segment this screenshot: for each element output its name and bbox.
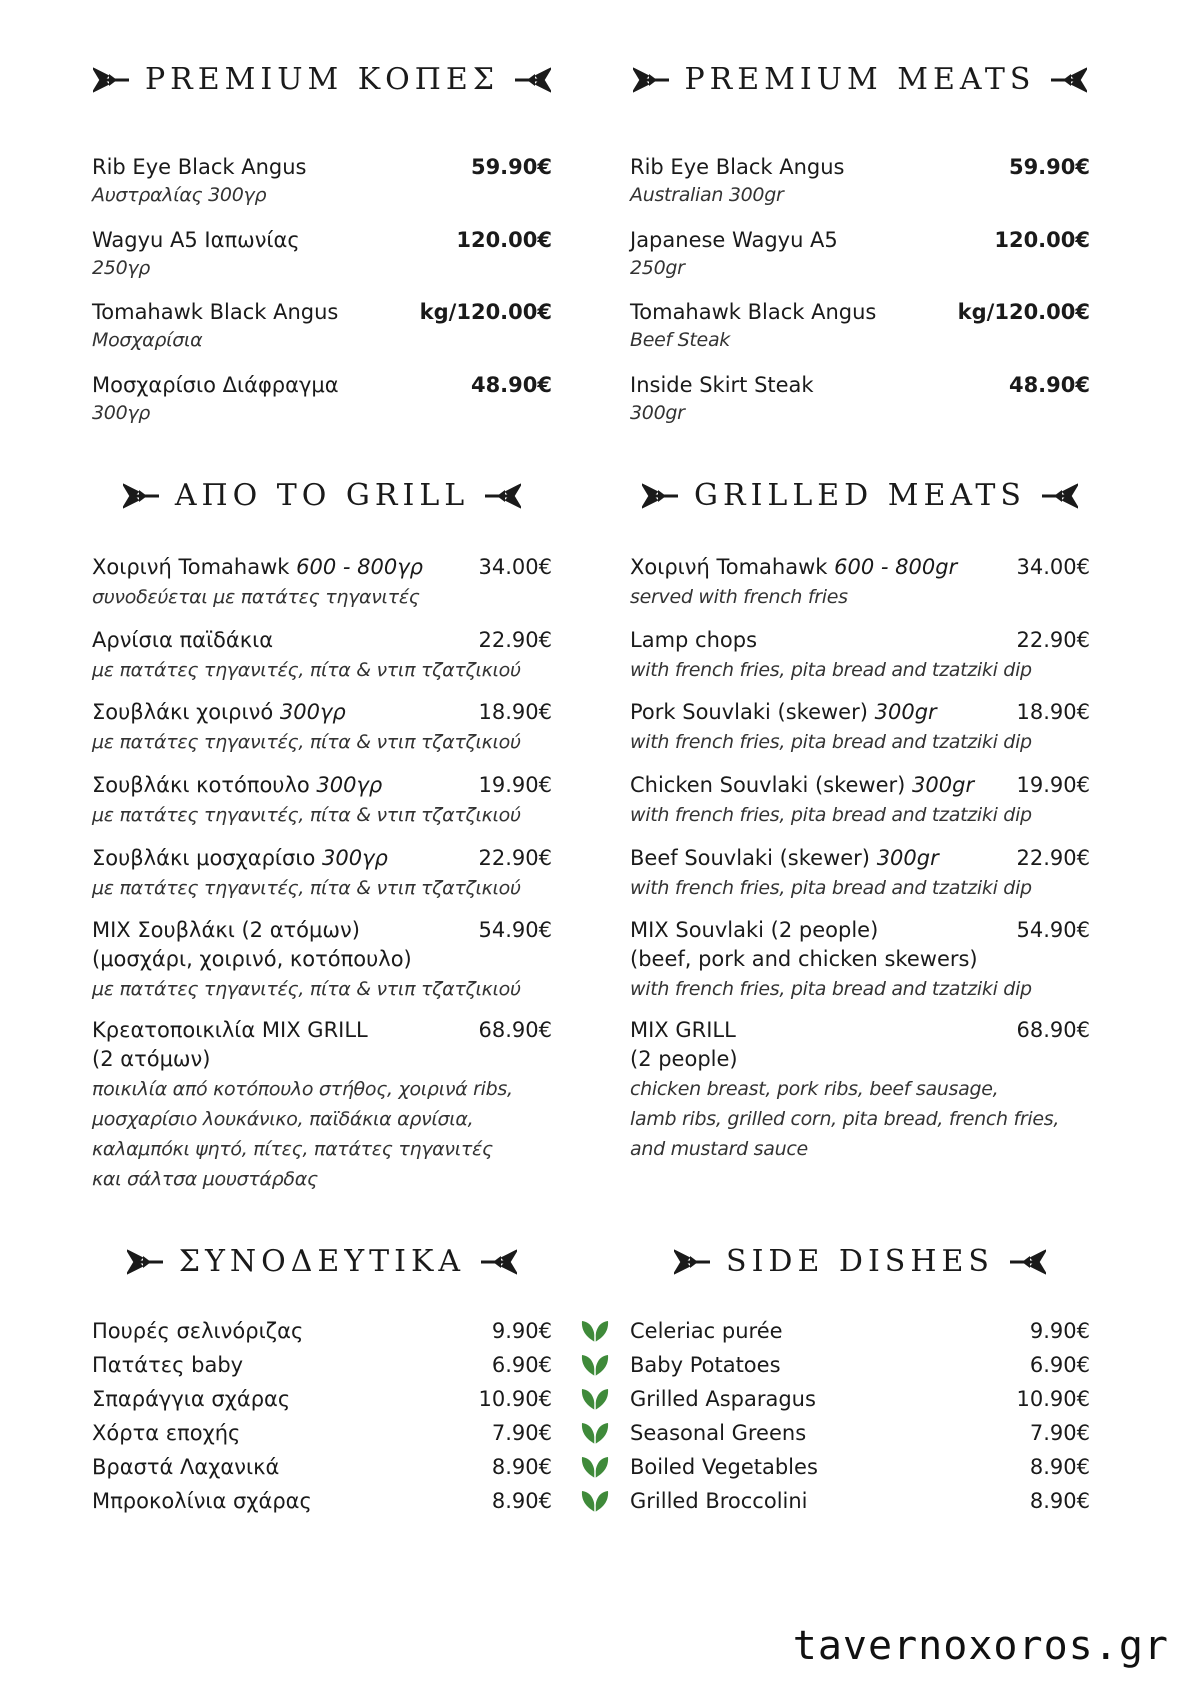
- item-name: MIX Souvlaki (2 people): [630, 918, 879, 942]
- item-name: Αρνίσια παϊδάκια: [92, 628, 274, 652]
- side-price: 10.90€: [1016, 1387, 1090, 1411]
- item-desc: lamb ribs, grilled corn, pita bread, french fries,: [630, 1108, 1060, 1130]
- side-name: Boiled Vegetables: [630, 1455, 818, 1479]
- watermark: tavernoxoros.gr: [792, 1623, 1169, 1669]
- item-name: Tomahawk Black Angus: [630, 300, 877, 324]
- item-desc: served with french fries: [630, 586, 848, 608]
- ornament-left-icon: [123, 482, 161, 510]
- side-name: Πουρές σελινόριζας: [92, 1319, 304, 1343]
- side-item: [92, 1348, 552, 1382]
- menu-item: [630, 371, 1090, 426]
- item-weight: 300γρ: [321, 846, 388, 870]
- side-price: 8.90€: [491, 1489, 552, 1513]
- menu-item: [630, 626, 1090, 685]
- side-item: [630, 1348, 1090, 1382]
- menu-item: [630, 298, 1090, 353]
- side-price: 7.90€: [1029, 1421, 1090, 1445]
- item-name-line2: (beef, pork and chicken skewers): [630, 947, 978, 971]
- item-desc: με πατάτες τηγανιτές, πίτα & ντιπ τζατζικιού: [92, 804, 521, 826]
- item-price: 19.90€: [478, 773, 552, 797]
- item-price: 22.90€: [1016, 846, 1090, 870]
- item-desc: με πατάτες τηγανιτές, πίτα & ντιπ τζατζικιού: [92, 877, 521, 899]
- sides-heading-gr: [92, 1244, 552, 1279]
- item-name-line2: (μοσχάρι, χοιρινό, κοτόπουλο): [92, 947, 412, 971]
- menu-item: [92, 844, 552, 903]
- item-price: kg/120.00€: [419, 300, 552, 324]
- menu-item: [630, 844, 1090, 903]
- item-name: Pork Souvlaki (skewer) 300gr: [630, 700, 937, 724]
- ornament-right-icon: [1049, 66, 1087, 94]
- menu-item: [630, 153, 1090, 208]
- item-name: Χοιρινή Tomahawk 600 - 800γρ: [92, 555, 423, 579]
- leaf-icon: [578, 1386, 612, 1412]
- item-desc: και σάλτσα μουστάρδας: [92, 1168, 318, 1190]
- menu-item: [92, 626, 552, 685]
- item-name: Σουβλάκι μοσχαρίσιο 300γρ: [92, 846, 388, 870]
- premium-title-en: PREMIUM MEATS: [684, 62, 1036, 97]
- side-item: [92, 1450, 552, 1484]
- leaf-icon: [578, 1454, 612, 1480]
- item-desc: ποικιλία από κοτόπουλο στήθος, χοιρινά ribs,: [92, 1078, 513, 1100]
- item-name: Tomahawk Black Angus: [92, 300, 339, 324]
- ornament-left-icon: [642, 482, 680, 510]
- item-weight: 300gr: [874, 700, 937, 724]
- item-price: 18.90€: [478, 700, 552, 724]
- side-item: [630, 1314, 1090, 1348]
- side-item: [92, 1314, 552, 1348]
- item-price: 59.90€: [470, 155, 552, 179]
- item-name: Lamp chops: [630, 628, 758, 652]
- item-price: 120.00€: [456, 228, 552, 252]
- item-price: 59.90€: [1008, 155, 1090, 179]
- item-desc: Beef Steak: [630, 329, 730, 351]
- side-item: [630, 1416, 1090, 1450]
- item-price: 22.90€: [478, 846, 552, 870]
- item-price: 68.90€: [1016, 1018, 1090, 1042]
- side-name: Βραστά Λαχανικά: [92, 1455, 280, 1479]
- sides-heading-en: [630, 1244, 1090, 1279]
- item-desc: and mustard sauce: [630, 1138, 808, 1160]
- item-desc: με πατάτες τηγανιτές, πίτα & ντιπ τζατζικιού: [92, 731, 521, 753]
- item-price: 54.90€: [478, 918, 552, 942]
- menu-item: [92, 226, 552, 281]
- item-desc: 250γρ: [92, 257, 151, 279]
- item-name: Κρεατοποικιλία MIX GRILL: [92, 1018, 368, 1042]
- ornament-left-icon: [633, 66, 671, 94]
- ornament-right-icon: [483, 482, 521, 510]
- item-desc: μοσχαρίσιο λουκάνικο, παϊδάκια αρνίσια,: [92, 1108, 474, 1130]
- side-price: 6.90€: [1029, 1353, 1090, 1377]
- item-weight: 600 - 800γρ: [296, 555, 423, 579]
- english-column: [630, 0, 1090, 1681]
- menu-item-mix-souvlaki: [630, 916, 1090, 1004]
- item-desc: with french fries, pita bread and tzatziki dip: [630, 978, 1032, 1000]
- menu-item: [92, 553, 552, 612]
- side-price: 9.90€: [1029, 1319, 1090, 1343]
- menu-item: [630, 226, 1090, 281]
- side-name: Baby Potatoes: [630, 1353, 781, 1377]
- menu-item: [92, 698, 552, 757]
- item-name: Χοιρινή Tomahawk 600 - 800gr: [630, 555, 958, 579]
- item-desc: with french fries, pita bread and tzatziki dip: [630, 731, 1032, 753]
- item-name: Wagyu A5 Ιαπωνίας: [92, 228, 300, 252]
- side-name: Πατάτες baby: [92, 1353, 244, 1377]
- grill-title-gr: ΑΠΟ ΤΟ GRILL: [174, 478, 470, 513]
- item-desc: Αυστραλίας 300γρ: [92, 184, 267, 206]
- ornament-left-icon: [127, 1248, 165, 1276]
- item-weight: 300gr: [876, 846, 939, 870]
- item-desc: chicken breast, pork ribs, beef sausage,: [630, 1078, 999, 1100]
- item-price: 22.90€: [478, 628, 552, 652]
- item-weight: 300gr: [912, 773, 975, 797]
- greek-column: [92, 0, 552, 1681]
- side-item: [92, 1484, 552, 1518]
- item-price: 54.90€: [1016, 918, 1090, 942]
- side-name: Χόρτα εποχής: [92, 1421, 241, 1445]
- leaf-icon: [578, 1420, 612, 1446]
- side-item: [630, 1484, 1090, 1518]
- item-weight: 300γρ: [279, 700, 346, 724]
- side-price: 8.90€: [1029, 1455, 1090, 1479]
- item-name: Σουβλάκι κοτόπουλο 300γρ: [92, 773, 383, 797]
- side-name: Σπαράγγια σχάρας: [92, 1387, 291, 1411]
- item-price: 18.90€: [1016, 700, 1090, 724]
- item-desc: συνοδεύεται με πατάτες τηγανιτές: [92, 586, 420, 608]
- item-price: 34.00€: [1016, 555, 1090, 579]
- item-desc: Australian 300gr: [630, 184, 784, 206]
- side-price: 9.90€: [491, 1319, 552, 1343]
- menu-item: [630, 698, 1090, 757]
- grill-title-en: GRILLED MEATS: [694, 478, 1026, 513]
- side-item: [630, 1450, 1090, 1484]
- premium-heading-en: [630, 62, 1090, 97]
- item-name-line2: (2 people): [630, 1047, 738, 1071]
- menu-item: [92, 153, 552, 208]
- item-name: Μοσχαρίσιο Διάφραγμα: [92, 373, 339, 397]
- item-price: 22.90€: [1016, 628, 1090, 652]
- ornament-left-icon: [674, 1248, 712, 1276]
- item-desc: Μοσχαρίσια: [92, 329, 203, 351]
- item-desc: 250gr: [630, 257, 685, 279]
- item-name: Σουβλάκι χοιρινό 300γρ: [92, 700, 346, 724]
- leaf-icon: [578, 1488, 612, 1514]
- menu-item: [92, 298, 552, 353]
- side-name: Μπροκολίνια σχάρας: [92, 1489, 312, 1513]
- item-name: Rib Eye Black Angus: [92, 155, 307, 179]
- item-weight: 600 - 800gr: [834, 555, 958, 579]
- ornament-right-icon: [479, 1248, 517, 1276]
- item-desc: 300gr: [630, 402, 685, 424]
- side-name: Grilled Asparagus: [630, 1387, 816, 1411]
- item-desc: with french fries, pita bread and tzatziki dip: [630, 804, 1032, 826]
- leaf-icon: [578, 1318, 612, 1344]
- item-desc: with french fries, pita bread and tzatziki dip: [630, 659, 1032, 681]
- side-price: 6.90€: [491, 1353, 552, 1377]
- grill-heading-gr: [92, 478, 552, 513]
- side-item: [92, 1416, 552, 1450]
- ornament-right-icon: [1008, 1248, 1046, 1276]
- item-weight: 300γρ: [316, 773, 383, 797]
- item-desc: με πατάτες τηγανιτές, πίτα & ντιπ τζατζικιού: [92, 659, 521, 681]
- item-desc: με πατάτες τηγανιτές, πίτα & ντιπ τζατζικιού: [92, 978, 521, 1000]
- item-desc: καλαμπόκι ψητό, πίτες, πατάτες τηγανιτές: [92, 1138, 493, 1160]
- item-price: 68.90€: [478, 1018, 552, 1042]
- premium-heading-gr: [92, 62, 552, 97]
- item-name: Inside Skirt Steak: [630, 373, 814, 397]
- item-price: 48.90€: [470, 373, 552, 397]
- item-price: kg/120.00€: [957, 300, 1090, 324]
- side-name: Celeriac purée: [630, 1319, 783, 1343]
- item-name: Chicken Souvlaki (skewer) 300gr: [630, 773, 975, 797]
- sides-title-gr: ΣΥΝΟΔΕΥΤΙΚΑ: [178, 1244, 466, 1279]
- premium-title-gr: PREMIUM ΚΟΠΕΣ: [144, 62, 500, 97]
- side-price: 8.90€: [491, 1455, 552, 1479]
- ornament-right-icon: [1040, 482, 1078, 510]
- sides-title-en: SIDE DISHES: [726, 1244, 994, 1279]
- item-price: 48.90€: [1008, 373, 1090, 397]
- ornament-right-icon: [513, 66, 551, 94]
- item-price: 19.90€: [1016, 773, 1090, 797]
- item-name: MIX Σουβλάκι (2 ατόμων): [92, 918, 360, 942]
- side-price: 8.90€: [1029, 1489, 1090, 1513]
- leaf-icon: [578, 1352, 612, 1378]
- menu-item: [630, 771, 1090, 830]
- side-price: 10.90€: [478, 1387, 552, 1411]
- ornament-left-icon: [93, 66, 131, 94]
- menu-item: [630, 553, 1090, 612]
- item-name-line2: (2 ατόμων): [92, 1047, 211, 1071]
- side-name: Grilled Broccolini: [630, 1489, 808, 1513]
- item-name: Rib Eye Black Angus: [630, 155, 845, 179]
- side-name: Seasonal Greens: [630, 1421, 807, 1445]
- item-desc: with french fries, pita bread and tzatziki dip: [630, 877, 1032, 899]
- side-item: [630, 1382, 1090, 1416]
- item-price: 34.00€: [478, 555, 552, 579]
- grill-heading-en: [630, 478, 1090, 513]
- item-price: 120.00€: [994, 228, 1090, 252]
- item-desc: 300γρ: [92, 402, 151, 424]
- menu-item-mix-grill: [92, 1016, 552, 1194]
- menu-item-mix-souvlaki: [92, 916, 552, 1004]
- item-name: MIX GRILL: [630, 1018, 736, 1042]
- item-name: Japanese Wagyu A5: [630, 228, 838, 252]
- menu-item: [92, 371, 552, 426]
- menu-item: [92, 771, 552, 830]
- item-name: Beef Souvlaki (skewer) 300gr: [630, 846, 939, 870]
- side-item: [92, 1382, 552, 1416]
- side-price: 7.90€: [491, 1421, 552, 1445]
- menu-item-mix-grill: [630, 1016, 1090, 1164]
